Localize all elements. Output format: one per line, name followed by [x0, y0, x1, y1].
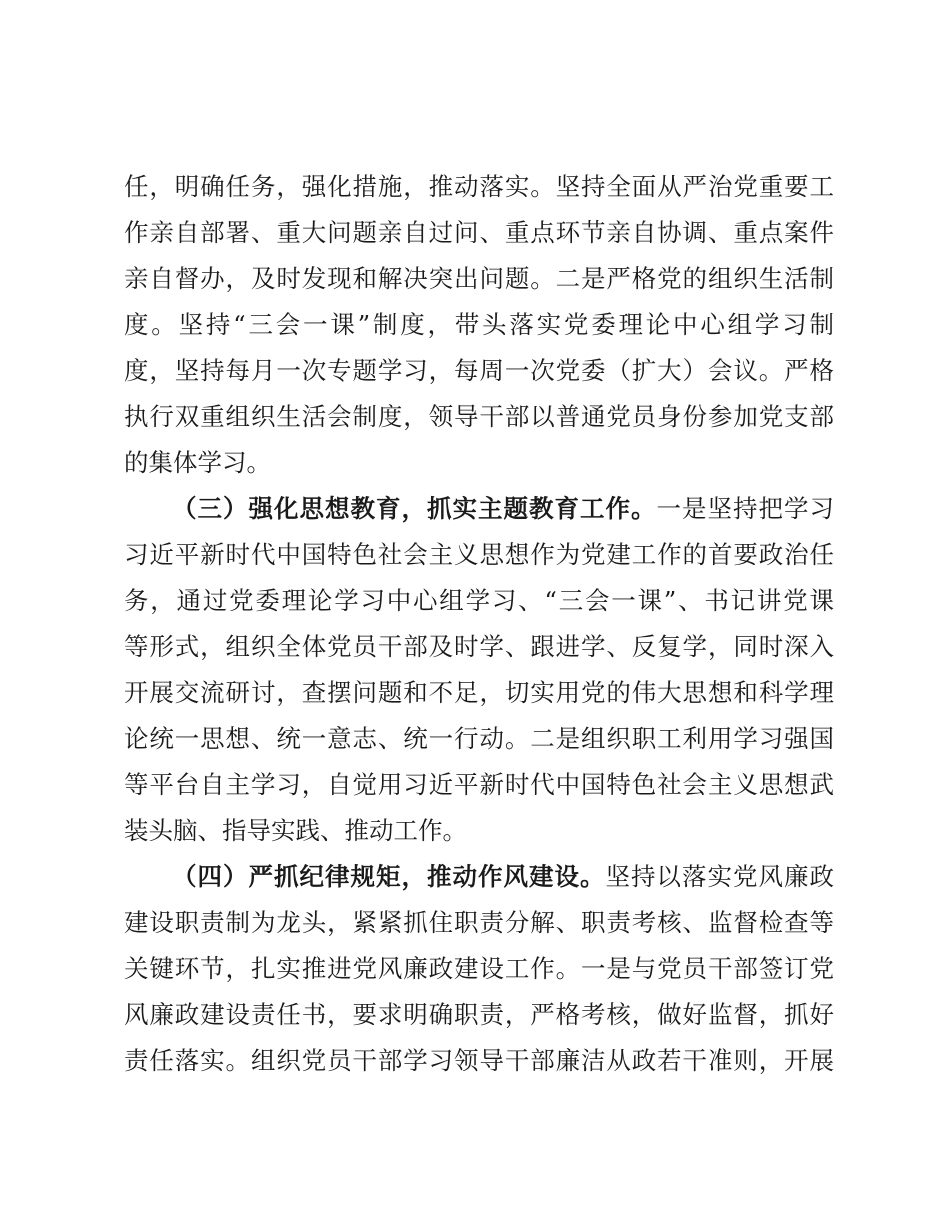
- section-4-heading: （四）严抓纪律规矩，推动作风建设。: [172, 862, 606, 891]
- paragraph-line: 度。坚持“三会一课”制度，带头落实党委理论中心组学习制: [124, 310, 834, 339]
- paragraph-line: 责任落实。组织党员干部学习领导干部廉洁从政若干准则，开展: [124, 1046, 834, 1075]
- paragraph-line: 论统一思想、统一意志、统一行动。二是组织职工利用学习强国: [124, 724, 834, 753]
- section-4-first-line: [172, 855, 834, 899]
- section-3-first-line-text: 一是坚持把学习: [656, 494, 834, 523]
- paragraph-line: 的集体学习。: [124, 448, 271, 477]
- paragraph-line: 关键环节，扎实推进党风廉政建设工作。一是与党员干部签订党: [124, 954, 834, 983]
- paragraph-line: 等平台自主学习，自觉用习近平新时代中国特色社会主义思想武: [124, 770, 834, 799]
- paragraph-line: 务，通过党委理论学习中心组学习、“三会一课”、书记讲党课: [124, 586, 834, 615]
- section-4-first-line-text: 坚持以落实党风廉政: [605, 862, 834, 891]
- paragraph-line: 习近平新时代中国特色社会主义思想作为党建工作的首要政治任: [124, 540, 834, 569]
- paragraph-line: 等形式，组织全体党员干部及时学、跟进学、反复学，同时深入: [124, 632, 834, 661]
- paragraph-line: 度，坚持每月一次专题学习，每周一次党委（扩大）会议。严格: [124, 356, 834, 385]
- paragraph-line: 风廉政建设责任书，要求明确职责，严格考核，做好监督，抓好: [124, 1000, 834, 1029]
- paragraph-line: 开展交流研讨，查摆问题和不足，切实用党的伟大思想和科学理: [124, 678, 834, 707]
- paragraph-line: 作亲自部署、重大问题亲自过问、重点环节亲自协调、重点案件: [124, 218, 834, 247]
- paragraph-line: 建设职责制为龙头，紧紧抓住职责分解、职责考核、监督检查等: [124, 908, 834, 937]
- section-3-heading: （三）强化思想教育，抓实主题教育工作。: [172, 494, 657, 523]
- paragraph-line: 亲自督办，及时发现和解决突出问题。二是严格党的组织生活制: [124, 264, 834, 293]
- paragraph-line: 执行双重组织生活会制度，领导干部以普通党员身份参加党支部: [124, 402, 834, 431]
- paragraph-line: 任，明确任务，强化措施，推动落实。坚持全面从严治党重要工: [124, 172, 834, 201]
- paragraph-line: 装头脑、指导实践、推动工作。: [124, 816, 467, 845]
- section-3-first-line: [172, 487, 834, 531]
